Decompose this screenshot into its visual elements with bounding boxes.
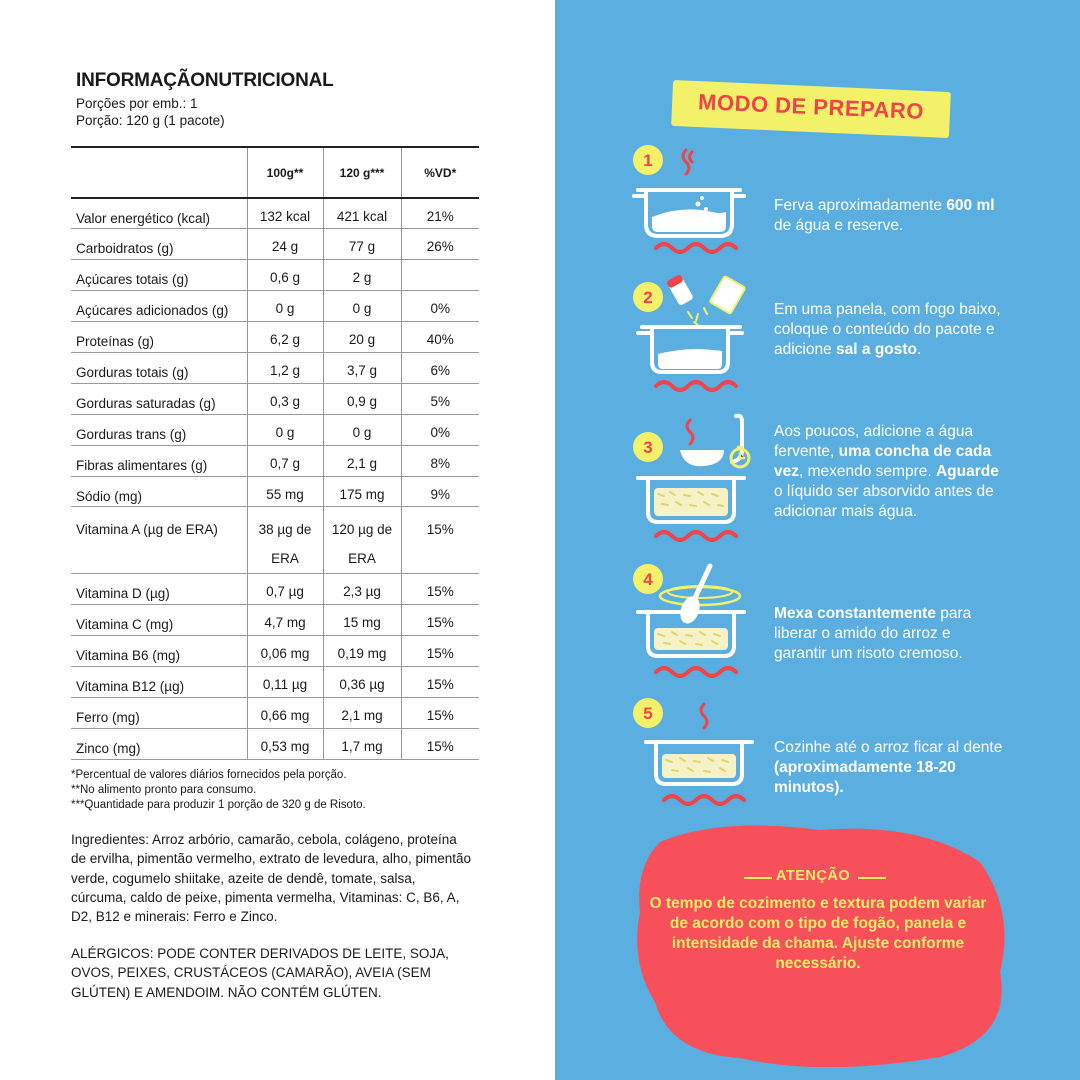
value-vd: 15% xyxy=(401,574,479,605)
step-text-regular: Aos poucos, adicione a água fervente, xyxy=(774,423,974,460)
ingredients-list: Ingredientes: Arroz arbório, camarão, cebola, colágeno, proteína de ervilha, pimentão vermelho, extrato de levedura, alho, pimentão verde, cogumelo shiitake, azeite de dendê, tomate, salsa, cúrcuma, caldo de peixe, pimenta vermelha, Vitaminas: C, B6, A, D2, B12 e minerais: Ferro e Zinco. xyxy=(71,832,471,925)
table-row xyxy=(71,667,479,698)
value-per100: 0,53 mg xyxy=(247,728,323,759)
header-nutrient xyxy=(71,147,247,198)
step-text-regular: Em uma panela, com fogo baixo, coloque o conteúdo do pacote e adicione xyxy=(774,301,1001,358)
nutrient-name: Gorduras saturadas (g) xyxy=(71,383,247,414)
value-vd: 0% xyxy=(401,291,479,322)
nutrient-name: Vitamina B6 (mg) xyxy=(71,636,247,667)
serving-size: Porção: 120 g (1 pacote) xyxy=(76,113,225,128)
table-row xyxy=(71,198,479,229)
value-per120: 2,1 mg xyxy=(323,697,401,728)
value-per120: 120 µg de ERA xyxy=(323,507,401,574)
table-row xyxy=(71,605,479,636)
nutrient-name: Vitamina B12 (µg) xyxy=(71,667,247,698)
step-text-bold: (aproximadamente 18-20 minutos). xyxy=(774,759,956,796)
table-row xyxy=(71,728,479,759)
table-row xyxy=(71,291,479,322)
step-5-risotto-pot-icon xyxy=(628,696,763,814)
step-text-regular: para liberar o amido do arroz e garantir um risoto cremoso. xyxy=(774,605,972,662)
value-per100: 0 g xyxy=(247,291,323,322)
value-per120: 175 mg xyxy=(323,476,401,507)
value-per120: 2 g xyxy=(323,260,401,291)
table-row xyxy=(71,322,479,353)
step-text-regular: , mexendo sempre. xyxy=(799,463,936,480)
value-vd: 9% xyxy=(401,476,479,507)
value-per100: 0,3 g xyxy=(247,383,323,414)
value-per100: 1,2 g xyxy=(247,352,323,383)
value-vd: 6% xyxy=(401,352,479,383)
value-vd: 15% xyxy=(401,697,479,728)
nutrient-name: Sódio (mg) xyxy=(71,476,247,507)
attention-divider-right xyxy=(858,877,886,879)
step-2-pan-salt-icon xyxy=(628,272,763,400)
step-4-number: 4 xyxy=(643,570,653,589)
header-per120: 120 g*** xyxy=(323,147,401,198)
step-2-number: 2 xyxy=(643,288,653,307)
value-vd: 15% xyxy=(401,667,479,698)
value-vd: 15% xyxy=(401,728,479,759)
step-text-regular: o líquido ser absorvido antes de adicionar mais água. xyxy=(774,483,994,520)
nutrient-name: Fibras alimentares (g) xyxy=(71,445,247,476)
value-vd: 15% xyxy=(401,636,479,667)
step-text-bold: Aguarde xyxy=(935,463,999,480)
value-per120: 0,9 g xyxy=(323,383,401,414)
table-row xyxy=(71,414,479,445)
table-row xyxy=(71,445,479,476)
value-vd: 26% xyxy=(401,229,479,260)
value-per120: 20 g xyxy=(323,322,401,353)
step-text-bold: 600 ml xyxy=(946,197,995,214)
value-vd: 0% xyxy=(401,414,479,445)
footnote: ***Quantidade para produzir 1 porção de 320 g de Risoto. xyxy=(71,799,366,811)
table-row xyxy=(71,383,479,414)
nutrient-name: Açúcares totais (g) xyxy=(71,260,247,291)
value-per120: 2,1 g xyxy=(323,445,401,476)
nutrition-table xyxy=(71,146,479,760)
nutrient-name: Gorduras trans (g) xyxy=(71,414,247,445)
value-per100: 0,7 µg xyxy=(247,574,323,605)
preparation-title: MODO DE PREPARO xyxy=(697,89,925,124)
attention-label: ATENÇÃO xyxy=(776,868,851,884)
value-per100: 24 g xyxy=(247,229,323,260)
nutrient-name: Gorduras totais (g) xyxy=(71,352,247,383)
value-per100: 0,6 g xyxy=(247,260,323,291)
value-per100: 6,2 g xyxy=(247,322,323,353)
nutrient-name: Proteínas (g) xyxy=(71,322,247,353)
allergens-notice: ALÉRGICOS: PODE CONTER DERIVADOS DE LEITE, SOJA, OVOS, PEIXES, CRUSTÁCEOS (CAMARÃO), AVEIA (SEM GLÚTEN) E AMENDOIM. NÃO CONTÉM GLÚTEN. xyxy=(71,946,449,1000)
table-row xyxy=(71,476,479,507)
value-vd: 8% xyxy=(401,445,479,476)
table-row xyxy=(71,697,479,728)
value-per100: 132 kcal xyxy=(247,198,323,229)
nutrient-name: Vitamina D (µg) xyxy=(71,574,247,605)
footnote: **No alimento pronto para consumo. xyxy=(71,784,257,796)
value-per100: 0,7 g xyxy=(247,445,323,476)
step-text-bold: Mexa constantemente xyxy=(774,605,936,622)
step-5-number: 5 xyxy=(643,704,653,723)
nutrient-name: Açúcares adicionados (g) xyxy=(71,291,247,322)
value-per120: 3,7 g xyxy=(323,352,401,383)
table-header-row xyxy=(71,147,479,198)
step-2-text xyxy=(774,300,1004,360)
step-5-text xyxy=(774,738,1004,798)
value-per100: 0,66 mg xyxy=(247,697,323,728)
value-per100: 38 µg de ERA xyxy=(247,507,323,574)
nutrient-name: Zinco (mg) xyxy=(71,728,247,759)
value-per120: 15 mg xyxy=(323,605,401,636)
footnotes xyxy=(71,768,366,813)
value-per120: 0 g xyxy=(323,414,401,445)
step-3-ladle-pot-icon xyxy=(628,410,763,550)
nutrient-name: Carboidratos (g) xyxy=(71,229,247,260)
step-text-bold: sal a gosto xyxy=(836,341,918,358)
nutrient-name: Vitamina A (µg de ERA) xyxy=(71,507,247,574)
step-4-stir-pot-icon xyxy=(628,560,763,685)
header-vd: %VD* xyxy=(401,147,479,198)
step-4-text xyxy=(774,604,1004,664)
attention-divider-left xyxy=(744,877,772,879)
servings-per-pack: Porções por emb.: 1 xyxy=(76,96,198,111)
value-per120: 77 g xyxy=(323,229,401,260)
table-row xyxy=(71,636,479,667)
value-vd: 15% xyxy=(401,507,479,574)
value-per100: 0,11 µg xyxy=(247,667,323,698)
nutrition-table-body xyxy=(71,198,479,759)
step-text-bold: uma concha de cada vez xyxy=(774,443,992,480)
value-vd: 15% xyxy=(401,605,479,636)
attention-text: O tempo de cozimento e textura podem variar de acordo com o tipo de fogão, panela e intensidade da chama. Ajuste conforme necessário. xyxy=(649,895,987,972)
step-1-pot-icon xyxy=(628,142,763,262)
value-vd xyxy=(401,260,479,291)
step-text-regular: . xyxy=(917,341,922,358)
nutrition-title: INFORMAÇÃONUTRICIONAL xyxy=(76,70,334,91)
value-per120: 1,7 mg xyxy=(323,728,401,759)
nutrient-name: Vitamina C (mg) xyxy=(71,605,247,636)
step-3-number: 3 xyxy=(643,438,653,457)
value-per120: 2,3 µg xyxy=(323,574,401,605)
value-per100: 0 g xyxy=(247,414,323,445)
nutrient-name: Valor energético (kcal) xyxy=(71,198,247,229)
step-text-regular: Cozinhe até o arroz ficar al dente xyxy=(774,739,1003,756)
nutrient-name: Ferro (mg) xyxy=(71,697,247,728)
table-row xyxy=(71,229,479,260)
value-vd: 40% xyxy=(401,322,479,353)
table-row xyxy=(71,352,479,383)
value-vd: 5% xyxy=(401,383,479,414)
footnote: *Percentual de valores diários fornecidos pela porção. xyxy=(71,769,347,781)
step-text-regular: de água e reserve. xyxy=(774,217,904,234)
step-1-number: 1 xyxy=(643,151,653,170)
header-per100: 100g** xyxy=(247,147,323,198)
table-row xyxy=(71,260,479,291)
value-per100: 4,7 mg xyxy=(247,605,323,636)
step-1-text xyxy=(774,196,1004,236)
value-per120: 0,36 µg xyxy=(323,667,401,698)
value-vd: 21% xyxy=(401,198,479,229)
value-per100: 55 mg xyxy=(247,476,323,507)
value-per100: 0,06 mg xyxy=(247,636,323,667)
step-3-text xyxy=(774,422,1004,522)
value-per120: 0 g xyxy=(323,291,401,322)
table-row xyxy=(71,574,479,605)
value-per120: 421 kcal xyxy=(323,198,401,229)
value-per120: 0,19 mg xyxy=(323,636,401,667)
step-text-regular: Ferva aproximadamente xyxy=(774,197,947,214)
table-row xyxy=(71,507,479,574)
